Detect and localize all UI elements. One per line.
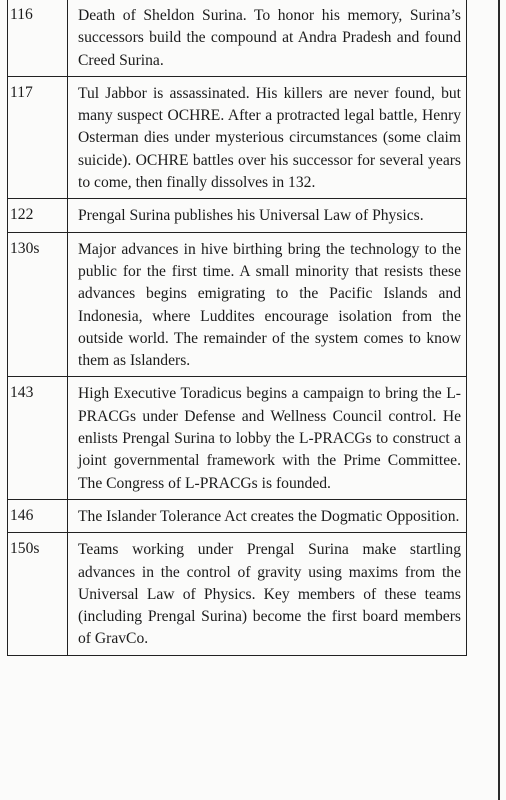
table-row — [8, 232, 467, 377]
year-cell: 146 — [8, 499, 68, 532]
year-cell: 150s — [8, 533, 68, 655]
event-cell: Major advances in hive birthing bring the technology to the public for the first time. A small minority that resists these advances begins emigrating to the Pacific Islands and Indonesia, where Luddites encourage isolation from the outside world. The remainder of the system comes to know them as Islanders. — [68, 232, 467, 377]
event-cell: The Islander Tolerance Act creates the Dogmatic Opposition. — [68, 499, 467, 532]
table-row — [8, 199, 467, 232]
year-cell: 116 — [8, 0, 68, 76]
event-cell: Death of Sheldon Surina. To honor his memory, Surina’s successors build the compound at Andra Pradesh and found Creed Surina. — [68, 0, 467, 76]
timeline-table — [7, 0, 467, 656]
year-cell: 130s — [8, 232, 68, 377]
page-edge-rule — [498, 0, 500, 800]
table-row — [8, 76, 467, 198]
table-row — [8, 533, 467, 655]
year-cell: 143 — [8, 377, 68, 499]
event-cell: Tul Jabbor is assassinated. His killers are never found, but many suspect OCHRE. After a protracted legal battle, Henry Osterman dies under mysterious circumstances (some claim suicide). OCHRE battles over his successor for several years to come, then finally dissolves in 132. — [68, 76, 467, 198]
table-row — [8, 0, 467, 76]
event-cell: High Executive Toradicus begins a campaign to bring the L-PRACGs under Defense and Wellness Council control. He enlists Prengal Surina to lobby the L-PRACGs to construct a joint governmental framework with the Prime Committee. The Congress of L-PRACGs is founded. — [68, 377, 467, 499]
year-cell: 117 — [8, 76, 68, 198]
event-cell: Teams working under Prengal Surina make startling advances in the control of gravity using maxims from the Universal Law of Physics. Key members of these teams (including Prengal Surina) become the first board members of GravCo. — [68, 533, 467, 655]
table-row — [8, 499, 467, 532]
table-row — [8, 377, 467, 499]
year-cell: 122 — [8, 199, 68, 232]
event-cell: Prengal Surina publishes his Universal Law of Physics. — [68, 199, 467, 232]
